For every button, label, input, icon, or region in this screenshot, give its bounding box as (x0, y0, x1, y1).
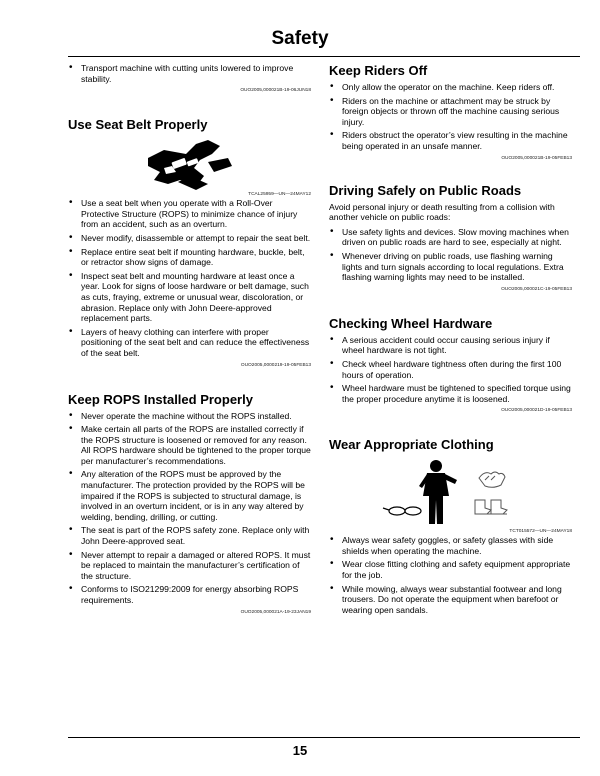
figure-code: TCT015572—UN—24MAY18 (509, 529, 572, 535)
list-item: • Use safety lights and devices. Slow moving machines when driven on public roads are hard to see, especially at night. (329, 227, 572, 248)
header-divider (68, 56, 580, 57)
seat-belt-illustration (68, 136, 311, 191)
protective-gear-icon (329, 456, 572, 528)
list-item: • Always wear safety goggles, or safety glasses with side shields when operating the machine. (329, 535, 572, 556)
reference-code: OUO2005,000021D-19-05FEB13 (501, 408, 572, 414)
list-item: • Never modify, disassemble or attempt to repair the seat belt. (68, 233, 311, 244)
list-item: • Inspect seat belt and mounting hardware at least once a year. Look for signs of loose hardware or belt damage, such as cuts, fraying, extreme or unusual wear, discoloration, or abrasion. Replace only with John Deere-approved replacement parts. (68, 271, 311, 324)
list-item: • Riders obstruct the operator’s view resulting in the machine being operated in an unsafe manner. (329, 130, 572, 151)
list-item: • Use a seat belt when you operate with a Roll-Over Protective Structure (ROPS) to minimize chance of injury from an accident, such as an overturn. (68, 198, 311, 230)
right-column (329, 63, 572, 618)
list-item: • Transport machine with cutting units lowered to improve stability. (68, 63, 311, 84)
list-item: • Any alteration of the ROPS must be approved by the manufacturer. The protection provided by the ROPS will be impaired if the ROPS is subjected to structural damage, is involved in an overturn incident, or is in any way altered by welding, bending, drilling, or cutting. (68, 469, 311, 522)
section-heading: Keep ROPS Installed Properly (68, 391, 253, 407)
wheel-hardware-list (329, 335, 572, 405)
clothing-illustration (329, 456, 572, 528)
section-heading: Checking Wheel Hardware (329, 315, 493, 331)
rops-list (68, 411, 311, 606)
riders-list (329, 82, 572, 152)
list-item: • Riders on the machine or attachment may be struck by foreign objects or thrown off the machine causing serious injury. (329, 96, 572, 128)
section-heading: Use Seat Belt Properly (68, 117, 208, 133)
section-intro: Avoid personal injury or death resulting from a collision with another vehicle on public roads: (329, 201, 555, 223)
section-heading: Keep Riders Off (329, 63, 428, 78)
list-item: • Wheel hardware must be tightened to specified torque using the proper procedure anytime it is loosened. (329, 383, 572, 404)
left-column (68, 63, 311, 617)
list-item: • Never operate the machine without the ROPS installed. (68, 411, 311, 422)
transport-section (68, 63, 311, 95)
page-number: 15 (292, 743, 308, 758)
reference-code: OUO2005,000021B-19-06JUN18 (240, 88, 311, 94)
reference-code: OUO2005,000021C-19-05FEB13 (501, 286, 572, 292)
list-item: • Whenever driving on public roads, use flashing warning lights and turn signals according to local regulations. Extra flashing warning lights may need to be installed. (329, 251, 572, 283)
public-roads-section (329, 183, 572, 294)
list-item: • Conforms to ISO21299:2009 for energy absorbing ROPS requirements. (68, 584, 311, 605)
list-item: • Make certain all parts of the ROPS are installed correctly if the ROPS structure is loosened or removed for any reason. All ROPS hardware should be tightened to the proper torque per manufacturer’s recommendations. (68, 424, 311, 466)
riders-section (329, 63, 572, 163)
seat-belt-icon (68, 136, 311, 191)
list-item: • A serious accident could occur causing serious injury if wheel hardware is not tight. (329, 335, 572, 356)
clothing-section (329, 437, 572, 615)
footer-divider (68, 737, 580, 738)
list-item: • The seat is part of the ROPS safety zone. Replace only with John Deere-approved seat. (68, 525, 311, 546)
list-item: • Check wheel hardware tightness often during the first 100 hours of operation. (329, 359, 572, 380)
clothing-list (329, 535, 572, 615)
transport-list (68, 63, 311, 84)
list-item: • Never attempt to repair a damaged or altered ROPS. It must be replaced to maintain the manufacturer’s certification of the structure. (68, 550, 311, 582)
seat-belt-list (68, 198, 311, 358)
reference-code: OUO2005,000021B-19-05FEB13 (501, 155, 572, 161)
list-item: • Layers of heavy clothing can interfere with proper positioning of the seat belt and can reduce the effectiveness of the seat belt. (68, 327, 311, 359)
seat-belt-section (68, 117, 311, 369)
section-heading: Driving Safely on Public Roads (329, 182, 522, 198)
list-item: • Wear close fitting clothing and safety equipment appropriate for the job. (329, 559, 572, 580)
figure-code: TCAL25959—UN—24MAY12 (248, 192, 311, 198)
reference-code: OUO2005,000021A-19-23JAN19 (240, 609, 311, 615)
reference-code: OUO2005,0000219-19-05FEB13 (240, 362, 311, 368)
public-roads-list (329, 227, 572, 283)
wheel-hardware-section (329, 316, 572, 416)
section-heading: Wear Appropriate Clothing (329, 437, 494, 453)
list-item: • Replace entire seat belt if mounting hardware, buckle, belt, or retractor show signs of damage. (68, 247, 311, 268)
page-title: Safety (271, 28, 329, 49)
list-item: • While mowing, always wear substantial footwear and long trousers. Do not operate the equipment when barefoot or wearing open sandals. (329, 584, 572, 616)
rops-section (68, 392, 311, 617)
page-header (0, 0, 600, 58)
list-item: • Only allow the operator on the machine. Keep riders off. (329, 82, 572, 93)
